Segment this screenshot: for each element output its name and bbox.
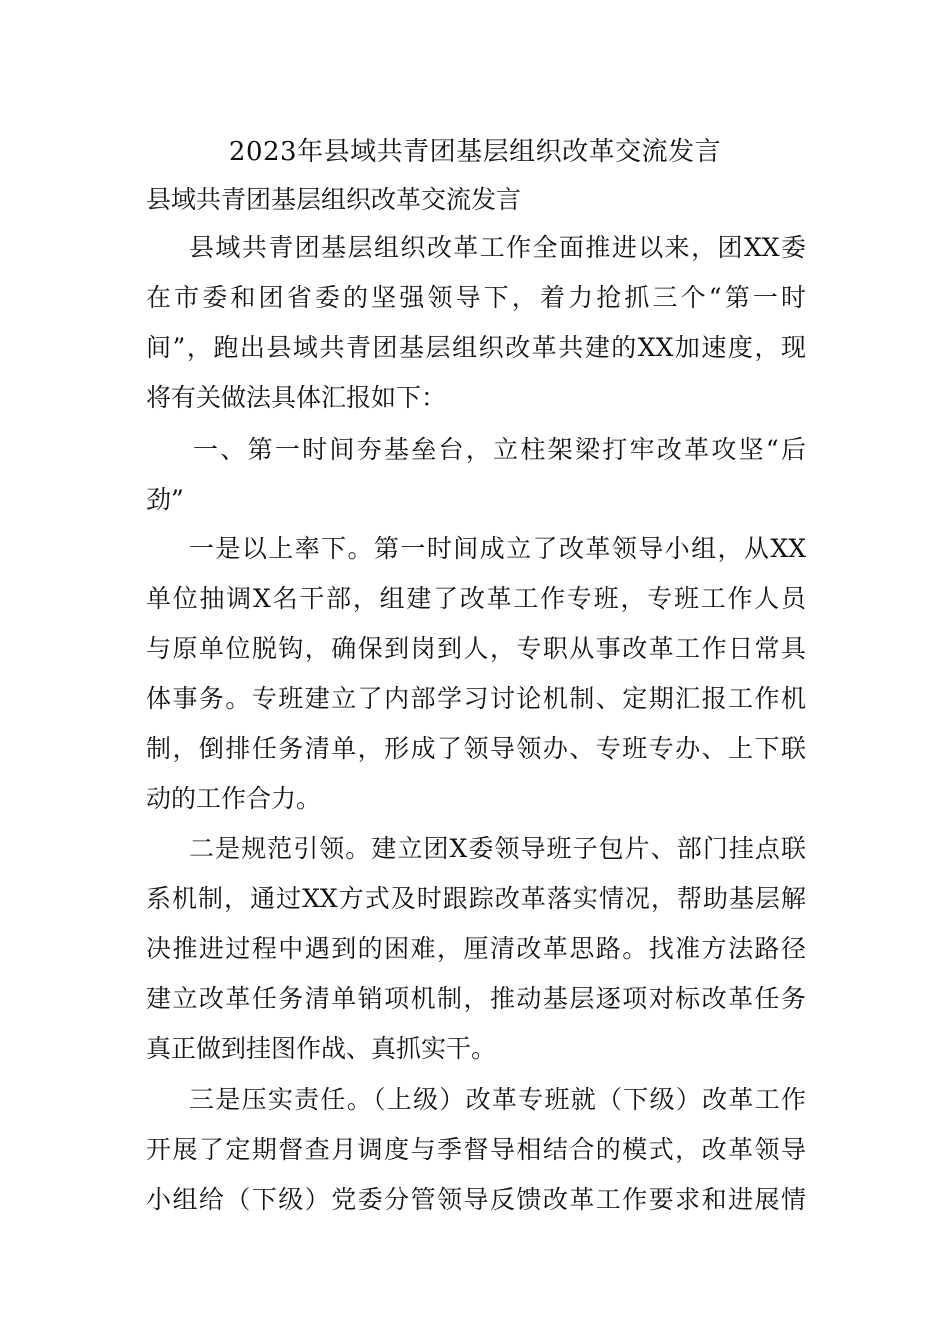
document-title: 2023年县域共青团基层组织改革交流发言: [228, 137, 722, 167]
paragraph-3-line-2: 单位抽调X名干部，组建了改革工作专班，专班工作人员: [146, 584, 806, 613]
paragraph-3-line-4: 体事务。专班建立了内部学习讨论机制、定期汇报工作机: [146, 684, 806, 713]
paragraph-4-line-1: 二是规范引领。建立团X委领导班子包片、部门挂点联: [189, 834, 806, 863]
paragraph-3-line-6: 动的工作合力。: [146, 784, 322, 813]
document-subtitle: 县域共青团基层组织改革交流发言: [146, 185, 522, 214]
paragraph-3-line-1: 一是以上率下。第一时间成立了改革领导小组，从XX: [189, 534, 806, 563]
paragraph-4-line-2: 系机制，通过XX方式及时跟踪改革落实情况，帮助基层解: [146, 884, 806, 913]
paragraph-5-line-1: 三是压实责任。（上级）改革专班就（下级）改革工作: [189, 1085, 806, 1114]
paragraph-4-line-3: 决推进过程中遇到的困难，厘清改革思路。找准方法路径: [146, 934, 806, 963]
paragraph-1-line-2: 在市委和团省委的坚强领导下，着力抢抓三个“第一时: [146, 283, 806, 312]
section-heading-line-2: 劲”: [146, 485, 184, 514]
paragraph-5-line-3: 小组给（下级）党委分管领导反馈改革工作要求和进展情: [146, 1185, 806, 1214]
paragraph-5-line-2: 开展了定期督查月调度与季督导相结合的模式，改革领导: [146, 1135, 806, 1164]
paragraph-4-line-4: 建立改革任务清单销项机制，推动基层逐项对标改革任务: [146, 984, 806, 1013]
paragraph-3-line-3: 与原单位脱钩，确保到岗到人，专职从事改革工作日常具: [146, 634, 806, 663]
paragraph-3-line-5: 制，倒排任务清单，形成了领导领办、专班专办、上下联: [146, 734, 806, 763]
section-heading-line-1: 一、第一时间夯基垒台，立柱架梁打牢改革攻坚“后: [193, 435, 806, 464]
paragraph-1-line-1: 县域共青团基层组织改革工作全面推进以来，团XX委: [189, 233, 806, 262]
paragraph-1-line-4: 将有关做法具体汇报如下：: [146, 383, 447, 412]
paragraph-1-line-3: 间”，跑出县域共青团基层组织改革共建的XX加速度，现: [146, 333, 806, 362]
paragraph-4-line-5: 真正做到挂图作战、真抓实干。: [146, 1034, 497, 1063]
